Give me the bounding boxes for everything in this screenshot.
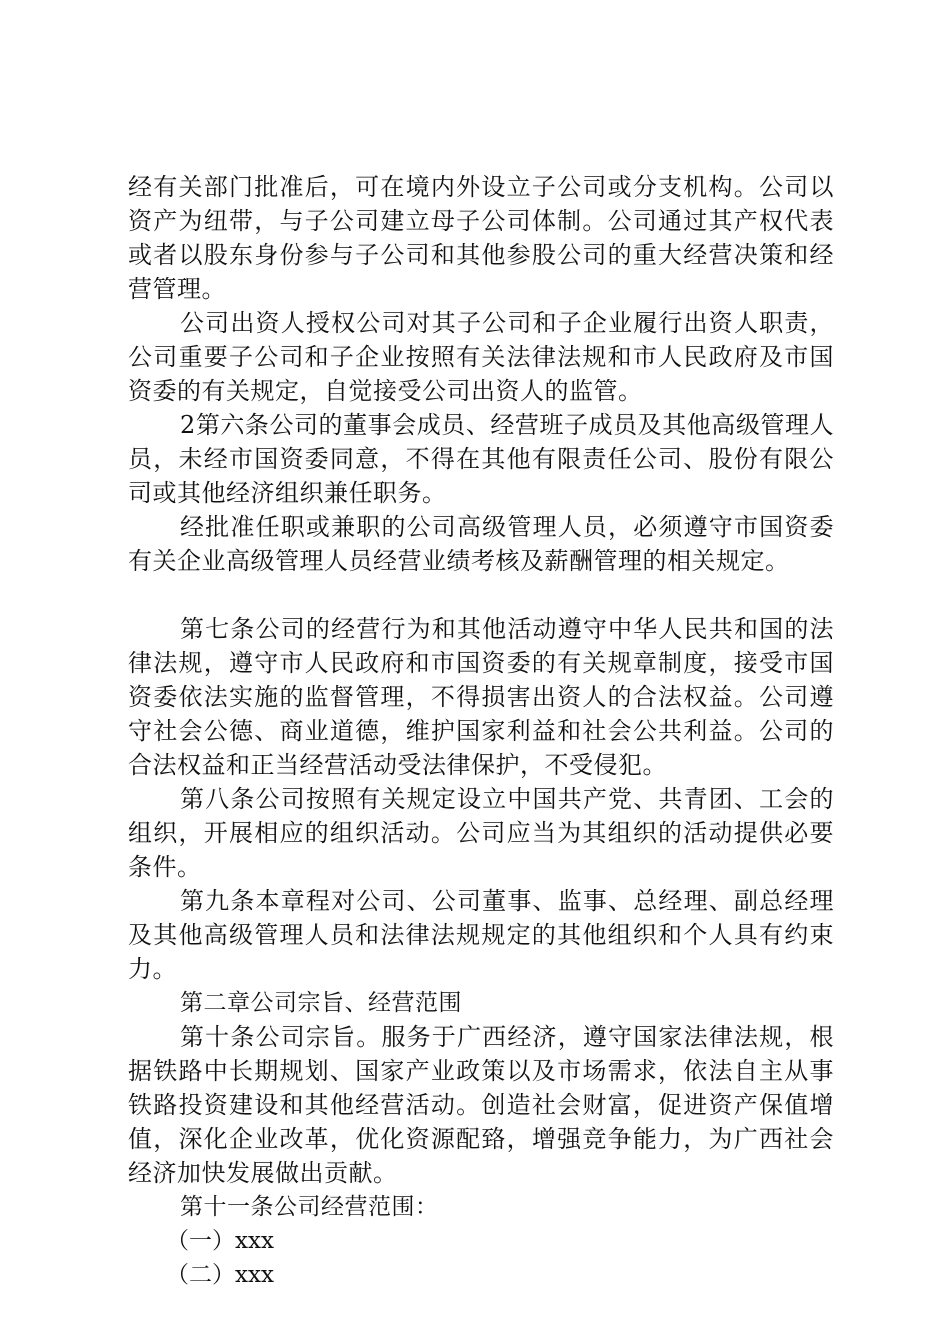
paragraph-spacer <box>128 578 834 612</box>
paragraph-investor-authorization: 公司出资人授权公司对其子公司和子企业履行出资人职责，公司重要子公司和子企业按照有关法律法规和市人民政府及市国资委的有关规定，自觉接受公司出资人的监管。 <box>128 309 834 405</box>
scope-heading: 第十一条公司经营范围： <box>180 1194 439 1220</box>
scope-item: （一）xxx <box>166 1228 274 1254</box>
scope-item: （二）xxx <box>166 1262 274 1288</box>
chapter-heading: 第二章公司宗旨、经营范围 <box>180 990 462 1016</box>
paragraph-subsidiaries: 经有关部门批准后，可在境内外设立子公司或分支机构。公司以资产为纽带，与子公司建立母子公司体制。公司通过其产权代表或者以股东身份参与子公司和其他参股公司的重大经营决策和经营管理。 <box>128 173 834 303</box>
paragraph-article-10: 第十条公司宗旨。服务于广西经济，遵守国家法律法规，根据铁路中长期规划、国家产业政策以及市场需求，依法自主从事铁路投资建设和其他经营活动。创造社会财富，促进资产保值增值，深化企业改革，优化资源配臵，增强竞争能力，为广西社会经济加快发展做出贡献。 <box>128 1023 834 1187</box>
paragraph-article-9: 第九条本章程对公司、公司董事、监事、总经理、副总经理及其他高级管理人员和法律法规规定的其他组织和个人具有约束力。 <box>128 887 834 983</box>
document-body <box>128 170 834 1292</box>
paragraph-senior-management: 经批准任职或兼职的公司高级管理人员，必须遵守市国资委有关企业高级管理人员经营业绩考核及薪酬管理的相关规定。 <box>128 513 834 575</box>
paragraph-article-8: 第八条公司按照有关规定设立中国共产党、共青团、工会的组织，开展相应的组织活动。公司应当为其组织的活动提供必要条件。 <box>128 785 834 881</box>
paragraph-article-6: 2第六条公司的董事会成员、经营班子成员及其他高级管理人员，未经市国资委同意，不得在其他有限责任公司、股份有限公司或其他经济组织兼任职务。 <box>128 411 834 507</box>
paragraph-article-7: 第七条公司的经营行为和其他活动遵守中华人民共和国的法律法规，遵守市人民政府和市国资委的有关规章制度，接受市国资委依法实施的监督管理，不得损害出资人的合法权益。公司遵守社会公德、商业道德，维护国家利益和社会公共利益。公司的合法权益和正当经营活动受法律保护，不受侵犯。 <box>128 615 834 779</box>
